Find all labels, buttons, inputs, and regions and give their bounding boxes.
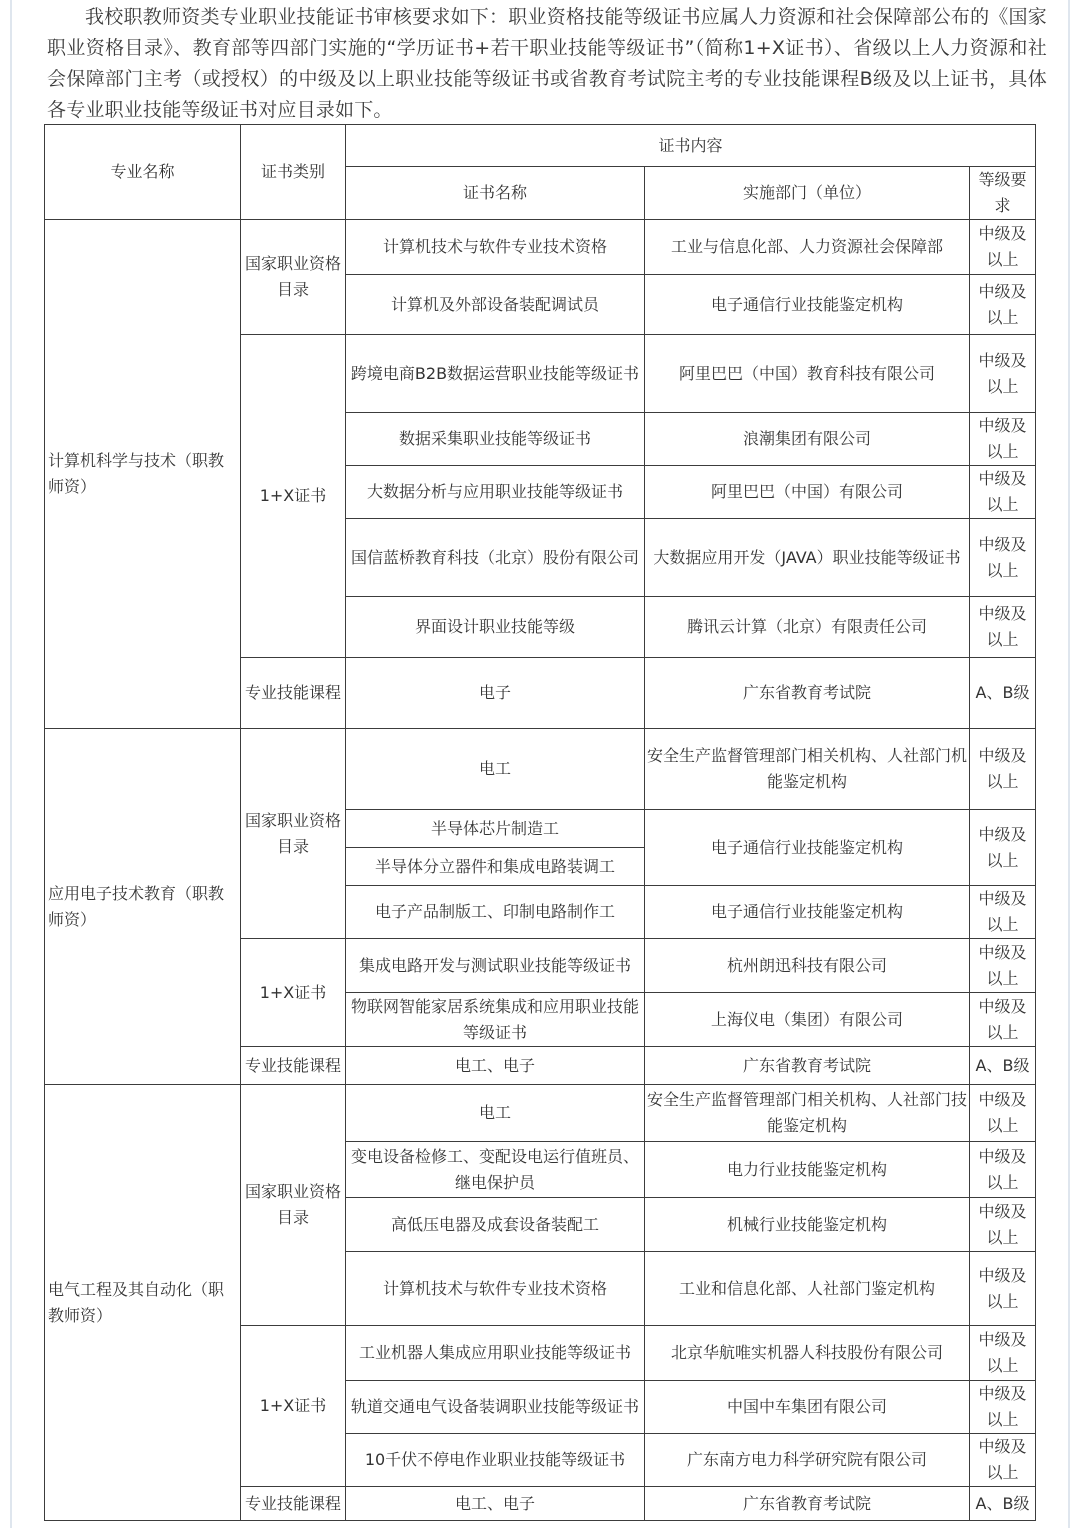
intro-paragraph: 我校职教师资类专业职业技能证书审核要求如下：职业资格技能等级证书应属人力资源和社会保障部公布的《国家职业资格目录》、教育部等四部门实施的“学历证书+若干职业技能等级证书”（简称1+X证书）、省级以上人力资源和社会保障部门主考（或授权）的中级及以上职业技能等级证书或省教育考试院主考的专业技能课程B级及以上证书，具体各专业职业技能等级证书对应目录如下。 — [47, 6, 1047, 121]
table-row — [45, 729, 1036, 810]
level-cell: 中级及以上 — [970, 886, 1036, 939]
level-cell: A、B级 — [970, 658, 1036, 729]
cert-dept: 北京华航唯实机器人科技股份有限公司 — [645, 1326, 970, 1381]
level-cell: 中级及以上 — [970, 275, 1036, 335]
header-major: 专业名称 — [45, 125, 241, 220]
cert-name: 计算机技术与软件专业技术资格 — [346, 220, 645, 275]
cert-name: 集成电路开发与测试职业技能等级证书 — [346, 939, 645, 993]
level-cell: 中级及以上 — [970, 519, 1036, 597]
cert-name: 界面设计职业技能等级 — [346, 597, 645, 658]
cert-name: 轨道交通电气设备装调职业技能等级证书 — [346, 1381, 645, 1434]
level-cell: 中级及以上 — [970, 1434, 1036, 1487]
category-cell: 专业技能课程 — [241, 1047, 346, 1085]
cert-dept: 浪潮集团有限公司 — [645, 413, 970, 466]
cert-name: 电子 — [346, 658, 645, 729]
cert-dept: 中国中车集团有限公司 — [645, 1381, 970, 1434]
cert-dept: 电子通信行业技能鉴定机构 — [645, 810, 970, 886]
level-cell: 中级及以上 — [970, 1252, 1036, 1326]
header-dept: 实施部门（单位） — [645, 167, 970, 220]
level-cell: 中级及以上 — [970, 466, 1036, 519]
major-name: 应用电子技术教育（职教师资） — [45, 729, 241, 1085]
category-cell: 国家职业资格目录 — [241, 220, 346, 335]
category-cell: 1+X证书 — [241, 939, 346, 1047]
level-cell: 中级及以上 — [970, 939, 1036, 993]
cert-dept: 电子通信行业技能鉴定机构 — [645, 275, 970, 335]
cert-name: 计算机及外部设备装配调试员 — [346, 275, 645, 335]
level-cell: A、B级 — [970, 1487, 1036, 1521]
cert-name: 国信蓝桥教育科技（北京）股份有限公司 — [346, 519, 645, 597]
cert-dept: 电子通信行业技能鉴定机构 — [645, 886, 970, 939]
cert-name: 10千伏不停电作业职业技能等级证书 — [346, 1434, 645, 1487]
cert-dept: 工业和信息化部、人社部门鉴定机构 — [645, 1252, 970, 1326]
cert-name: 电工 — [346, 1085, 645, 1142]
level-cell: 中级及以上 — [970, 413, 1036, 466]
level-cell: 中级及以上 — [970, 1326, 1036, 1381]
category-cell: 国家职业资格目录 — [241, 729, 346, 939]
level-cell: 中级及以上 — [970, 1381, 1036, 1434]
category-cell: 1+X证书 — [241, 1326, 346, 1487]
level-cell: 中级及以上 — [970, 597, 1036, 658]
level-cell: 中级及以上 — [970, 1142, 1036, 1198]
cert-name: 计算机技术与软件专业技术资格 — [346, 1252, 645, 1326]
cert-dept: 机械行业技能鉴定机构 — [645, 1198, 970, 1252]
level-cell: 中级及以上 — [970, 335, 1036, 413]
header-level: 等级要求 — [970, 167, 1036, 220]
cert-dept: 广东南方电力科学研究院有限公司 — [645, 1434, 970, 1487]
cert-name: 半导体芯片制造工 — [346, 810, 645, 848]
cert-name: 电子产品制版工、印制电路制作工 — [346, 886, 645, 939]
cert-dept: 广东省教育考试院 — [645, 1487, 970, 1521]
level-cell: 中级及以上 — [970, 993, 1036, 1047]
major-name: 电气工程及其自动化（职教师资） — [45, 1085, 241, 1521]
header-cert-name: 证书名称 — [346, 167, 645, 220]
cert-dept: 安全生产监督管理部门相关机构、人社部门技能鉴定机构 — [645, 1085, 970, 1142]
level-cell: 中级及以上 — [970, 220, 1036, 275]
cert-dept: 上海仪电（集团）有限公司 — [645, 993, 970, 1047]
cert-name: 电工、电子 — [346, 1047, 645, 1085]
cert-name: 物联网智能家居系统集成和应用职业技能等级证书 — [346, 993, 645, 1047]
cert-name: 变电设备检修工、变配设电运行值班员、继电保护员 — [346, 1142, 645, 1198]
cert-dept: 阿里巴巴（中国）有限公司 — [645, 466, 970, 519]
level-cell: 中级及以上 — [970, 729, 1036, 810]
cert-name: 大数据分析与应用职业技能等级证书 — [346, 466, 645, 519]
header-category: 证书类别 — [241, 125, 346, 220]
cert-name: 高低压电器及成套设备装配工 — [346, 1198, 645, 1252]
cert-name: 电工、电子 — [346, 1487, 645, 1521]
cert-name: 半导体分立器件和集成电路装调工 — [346, 848, 645, 886]
level-cell: 中级及以上 — [970, 1085, 1036, 1142]
table-row — [45, 1085, 1036, 1142]
header-content: 证书内容 — [346, 125, 1036, 167]
level-cell: 中级及以上 — [970, 810, 1036, 886]
cert-dept: 广东省教育考试院 — [645, 658, 970, 729]
left-border — [10, 0, 12, 1528]
header-row — [45, 125, 1036, 167]
cert-dept: 安全生产监督管理部门相关机构、人社部门机能鉴定机构 — [645, 729, 970, 810]
category-cell: 1+X证书 — [241, 335, 346, 658]
cert-name: 工业机器人集成应用职业技能等级证书 — [346, 1326, 645, 1381]
cert-dept: 腾讯云计算（北京）有限责任公司 — [645, 597, 970, 658]
major-name: 计算机科学与技术（职教师资） — [45, 220, 241, 729]
category-cell: 国家职业资格目录 — [241, 1085, 346, 1326]
cert-dept: 电力行业技能鉴定机构 — [645, 1142, 970, 1198]
cert-dept: 杭州朗迅科技有限公司 — [645, 939, 970, 993]
category-cell: 专业技能课程 — [241, 658, 346, 729]
cert-name: 数据采集职业技能等级证书 — [346, 413, 645, 466]
cert-dept: 阿里巴巴（中国）教育科技有限公司 — [645, 335, 970, 413]
cert-name: 跨境电商B2B数据运营职业技能等级证书 — [346, 335, 645, 413]
cert-dept: 大数据应用开发（JAVA）职业技能等级证书 — [645, 519, 970, 597]
cert-dept: 广东省教育考试院 — [645, 1047, 970, 1085]
right-border — [1068, 0, 1070, 1528]
cert-name: 电工 — [346, 729, 645, 810]
certificate-table — [44, 124, 1036, 1521]
table-row — [45, 220, 1036, 275]
category-cell: 专业技能课程 — [241, 1487, 346, 1521]
cert-dept: 工业与信息化部、人力资源社会保障部 — [645, 220, 970, 275]
level-cell: 中级及以上 — [970, 1198, 1036, 1252]
level-cell: A、B级 — [970, 1047, 1036, 1085]
